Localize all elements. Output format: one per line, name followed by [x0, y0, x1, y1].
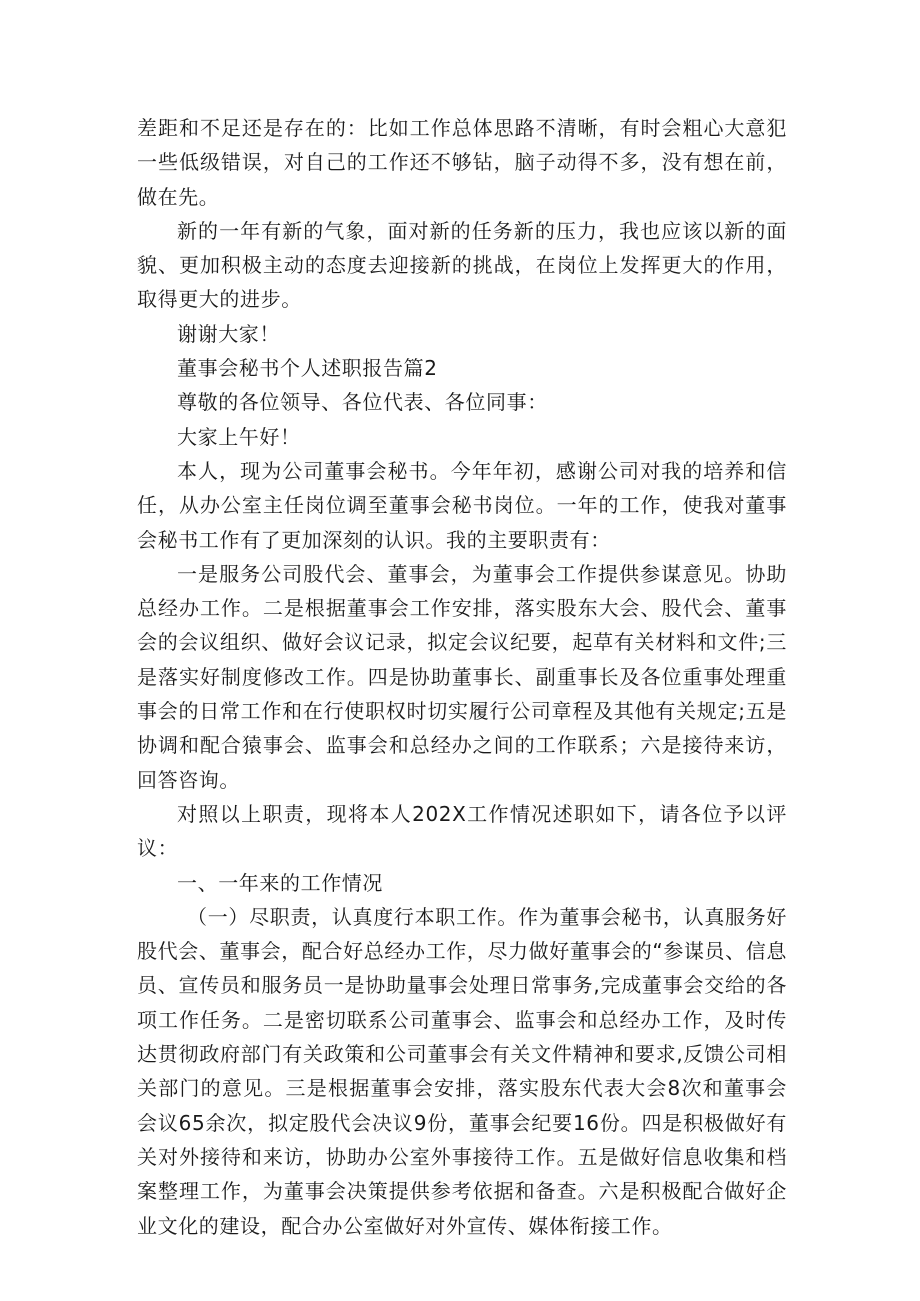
- paragraph-9: 对照以上职责，现将本人202X工作情况述职如下，请各位予以评议：: [137, 801, 787, 861]
- section-heading: 董事会秘书个人述职报告篇2: [177, 356, 438, 381]
- paragraph-3: 谢谢大家！: [177, 321, 280, 346]
- greeting: 大家上午好！: [177, 424, 301, 449]
- paragraph-8: 一是服务公司股代会、董事会，为董事会工作提供参谋意见。协助总经办工作。二是根据董事会工作安排，落实股东大会、股代会、董事会的会议组织、做好会议记录，拟定会议纪要，起草有关材料和文件;三是落实好制度修改工作。四是协助董事长、副重事长及各位重事处理重事会的日常工作和在行使职权时切实履行公司章程及其他有关规定;五是协调和配合猿事会、监事会和总经办之间的工作联系；六是接待来访，回答咨询。: [137, 561, 787, 792]
- subsection-heading: 一、一年来的工作情况: [177, 870, 383, 895]
- paragraph-2: 新的一年有新的气象，面对新的任务新的压力，我也应该以新的面貌、更加积极主动的态度去迎接新的挑战，在岗位上发挥更大的作用，取得更大的进步。: [137, 218, 787, 312]
- paragraph-11: （一）尽职责，认真度行本职工作。作为董事会秘书，认真服务好股代会、董事会，配合好总经办工作，尽力做好董事会的“参谋员、信息员、宣传员和服务员一是协助量事会处理日常事务,完成董事会交给的各项工作任务。二是密切联系公司董事会、监事会和总经办工作，及时传达贯彻政府部门有关政策和公司董事会有关文件精神和要求,反馈公司相关部门的意见。三是根据董事会安排，落实股东代表大会8次和董事会会议65余次，拟定股代会决议9份，董事会纪要16份。四是积极做好有关对外接待和来访，协助办公室外事接待工作。五是做好信息收集和档案整理工作，为董事会决策提供参考依据和备查。六是积极配合做好企业文化的建设，配合办公室做好对外宣传、媒体衔接工作。: [137, 904, 787, 1238]
- paragraph-7: 本人，现为公司董事会秘书。今年年初，感谢公司对我的培养和信任，从办公室主任岗位调至董事会秘书岗位。一年的工作，使我对董事会秘书工作有了更加深刻的认识。我的主要职责有：: [137, 458, 787, 552]
- paragraph-1: 差距和不足还是存在的：比如工作总体思路不清晰，有时会粗心大意犯一些低级错误，对自己的工作还不够钻，脑子动得不多，没有想在前，做在先。: [137, 116, 787, 209]
- salutation: 尊敬的各位领导、各位代表、各位同事：: [177, 390, 548, 415]
- document-body: [137, 111, 787, 1243]
